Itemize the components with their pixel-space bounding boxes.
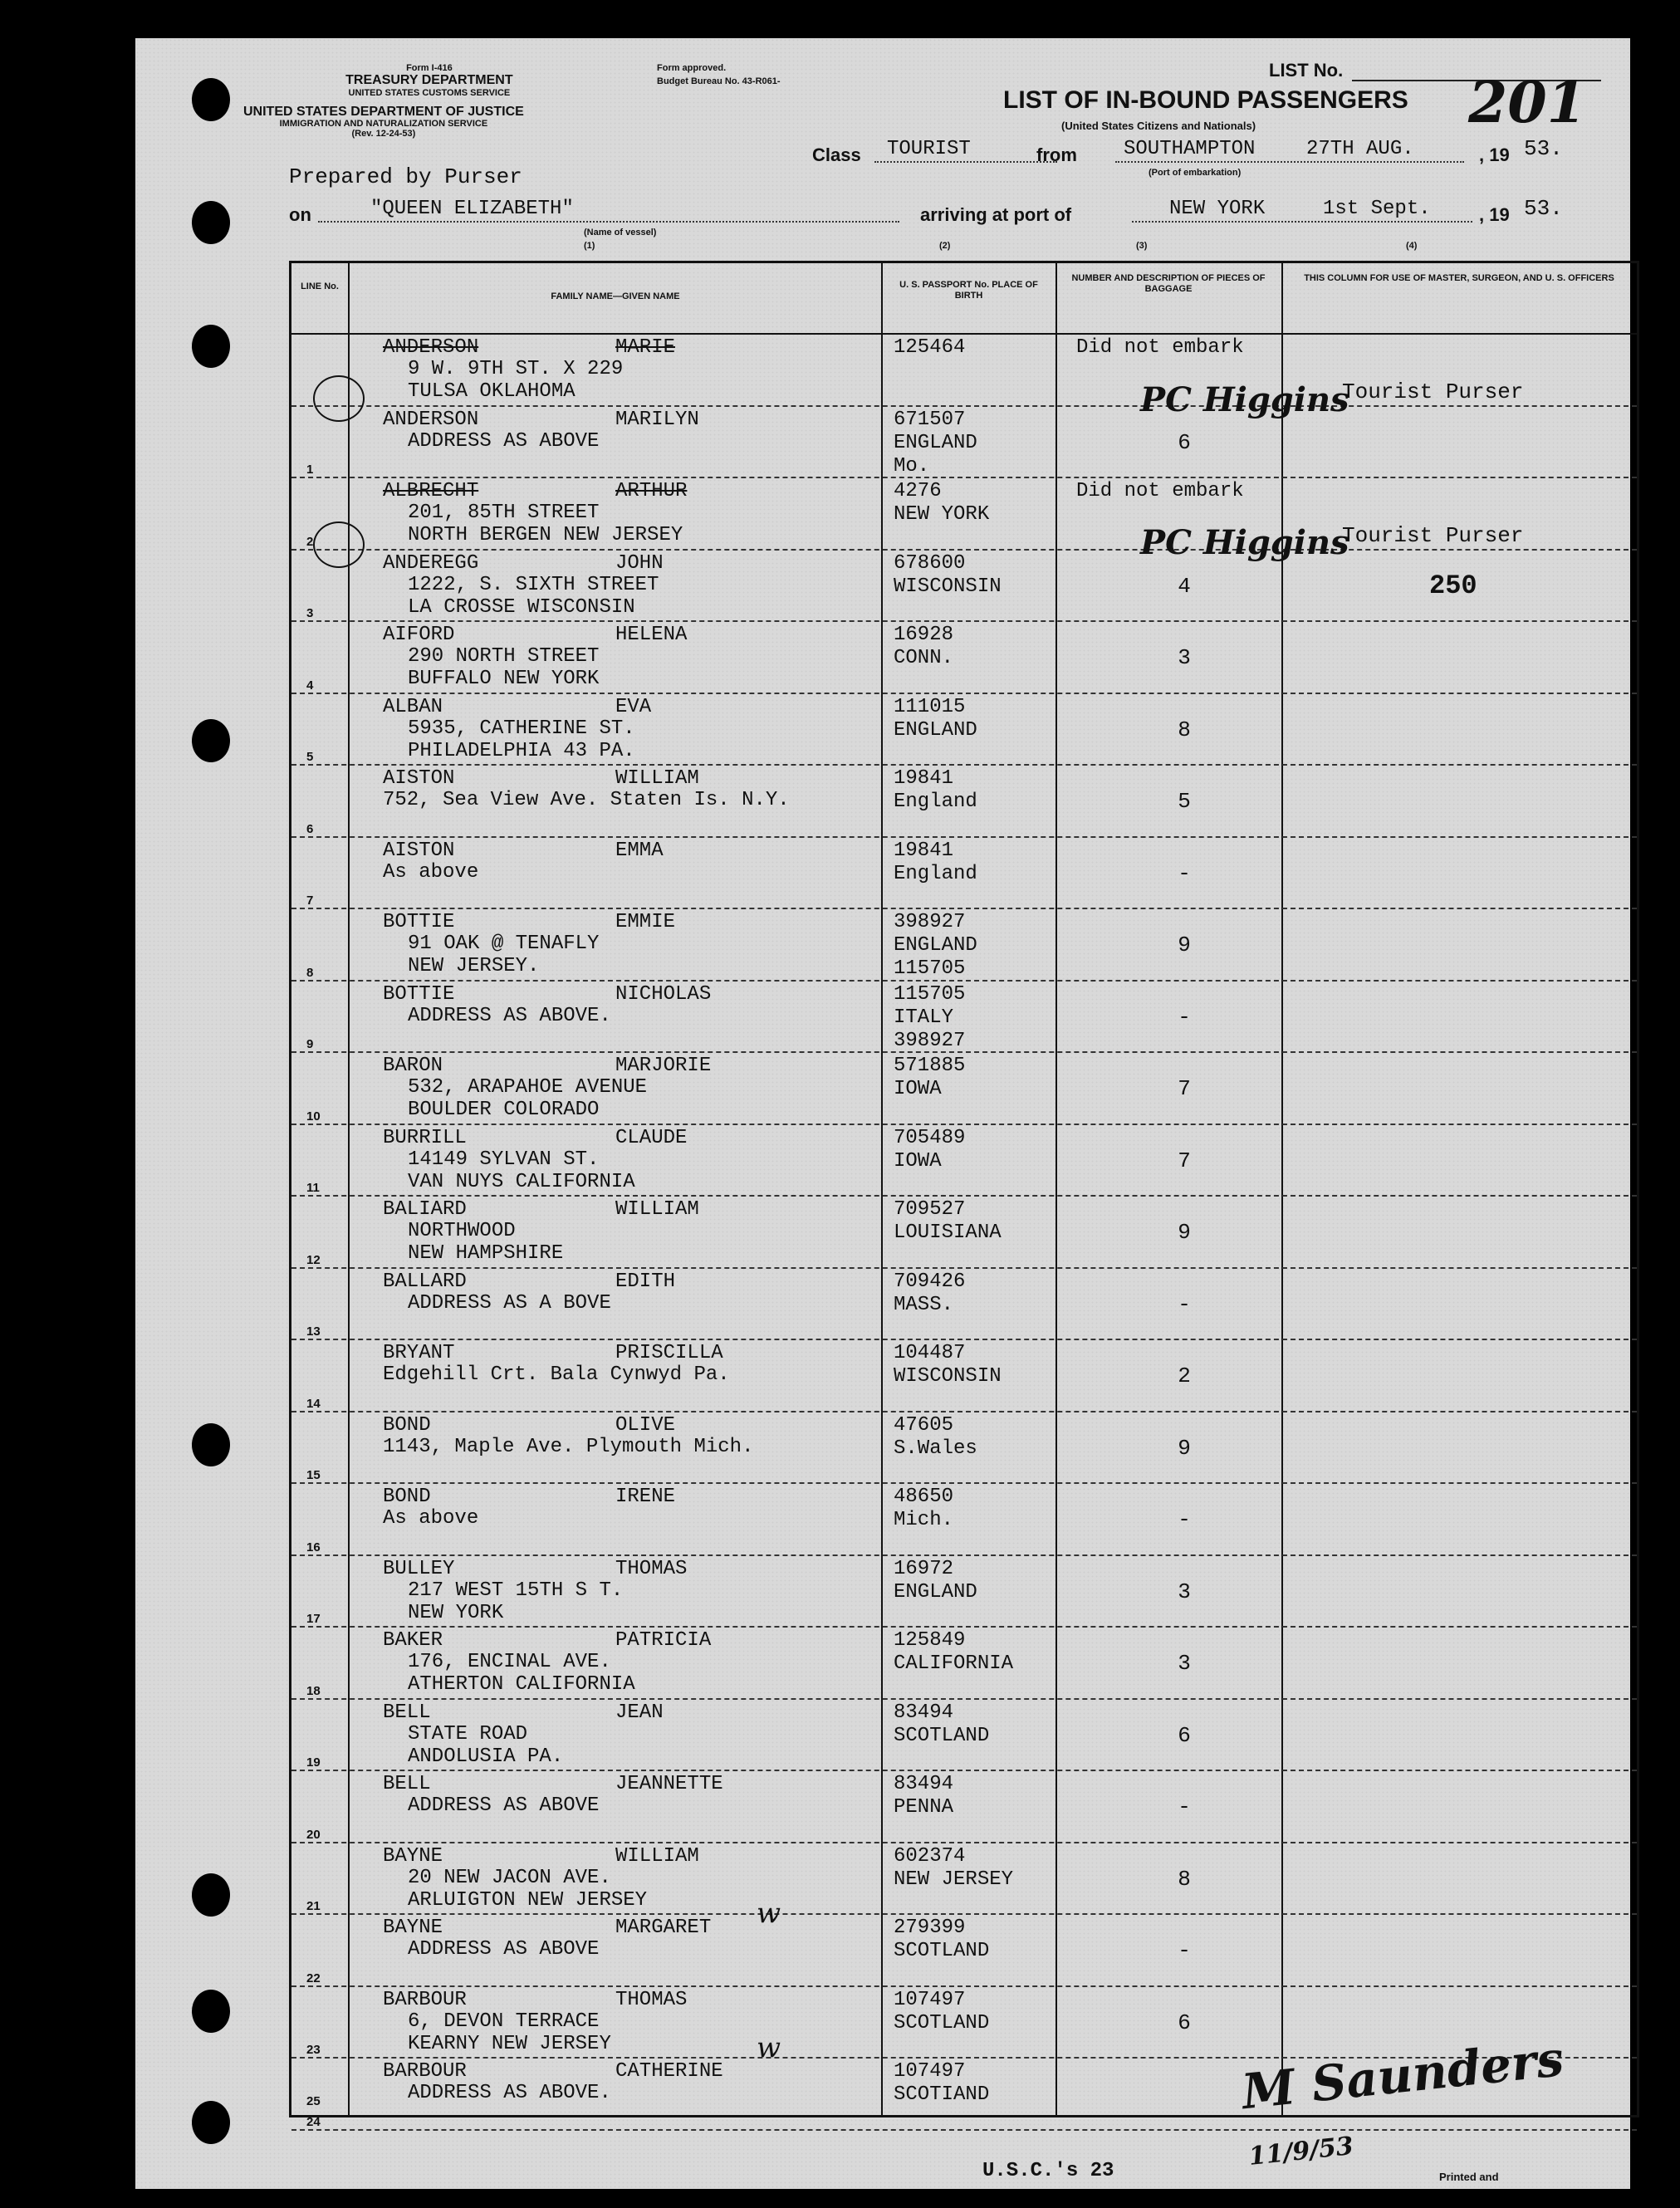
address: 1222, S. SIXTH STREET LA CROSSE WISCONSIN <box>408 573 659 619</box>
given-name: WILLIAM <box>615 1844 699 1868</box>
given-name: JOHN <box>615 551 664 575</box>
line-number: 14 <box>306 1396 321 1411</box>
baggage-count: 6 <box>1178 1722 1191 1748</box>
officer-note: 250 <box>1429 570 1477 601</box>
given-name: WILLIAM <box>615 767 699 790</box>
last-line-number: 25 <box>306 2094 321 2108</box>
baggage-count: 3 <box>1178 1651 1191 1676</box>
baggage-count: 8 <box>1178 717 1191 742</box>
printed-note: Printed and <box>1439 2171 1499 2183</box>
vessel-caption: (Name of vessel) <box>584 228 657 237</box>
address: 752, Sea View Ave. Staten Is. N.Y. <box>383 789 790 811</box>
line-number: 10 <box>306 1109 321 1124</box>
line-number: 17 <box>306 1612 321 1626</box>
passport-birthplace: 125849 CALIFORNIA <box>894 1629 1014 1675</box>
address: ADDRESS AS ABOVE <box>408 1938 600 1961</box>
officer-note: Tourist Purser <box>1342 379 1524 404</box>
table-row <box>291 551 1637 623</box>
passport-birthplace: 16928 CONN. <box>894 624 954 669</box>
table-row <box>291 1915 1637 1987</box>
baggage-count: 8 <box>1178 1866 1191 1892</box>
passport-birthplace: 115705 ITALY 398927 <box>894 982 966 1052</box>
punch-hole <box>192 719 230 762</box>
family-name: BARBOUR <box>383 2060 467 2083</box>
passport-birthplace: 48650 Mich. <box>894 1486 954 1531</box>
manifest-page <box>135 38 1630 2189</box>
address: 5935, CATHERINE ST. PHILADELPHIA 43 PA. <box>408 717 635 762</box>
table-row <box>291 622 1637 694</box>
line-number: 24 <box>306 2114 321 2129</box>
given-name: MARJORIE <box>615 1055 712 1077</box>
embark-port: SOUTHAMPTON <box>1124 138 1256 160</box>
address: 532, ARAPAHOE AVENUE BOULDER COLORADO <box>408 1076 648 1121</box>
passport-birthplace: 107497 SCOTIAND <box>894 2060 990 2106</box>
baggage-count: 9 <box>1178 1220 1191 1245</box>
passport-birthplace: 398927 ENGLAND 115705 <box>894 911 977 980</box>
family-name: ANDEREGG <box>383 551 479 575</box>
line-number: 8 <box>306 965 314 980</box>
line-number: 19 <box>306 1755 321 1770</box>
baggage-count: 4 <box>1178 573 1191 599</box>
line-number: 1 <box>306 463 314 477</box>
table-row <box>291 694 1637 766</box>
page-title: LIST OF IN-BOUND PASSENGERS <box>1003 86 1408 114</box>
col-header-name: FAMILY NAME—GIVEN NAME <box>551 291 680 301</box>
family-name: BALLARD <box>383 1270 467 1293</box>
form-agency-block <box>243 63 524 140</box>
table-row <box>291 1771 1637 1843</box>
line-number: 20 <box>306 1827 321 1842</box>
table-row <box>291 1197 1637 1269</box>
arriving-label: arriving at port of <box>920 204 1072 225</box>
punch-hole <box>192 1423 230 1466</box>
usc-count: U.S.C.'s 23 <box>982 2160 1114 2182</box>
family-name: ALBRECHT <box>383 480 479 502</box>
embark-year-prefix: , 19 <box>1479 144 1510 165</box>
embark-year: 53. <box>1524 136 1563 161</box>
family-name: BOTTIE <box>383 911 455 933</box>
family-name: AIFORD <box>383 624 455 646</box>
family-name: BARBOUR <box>383 1988 467 2011</box>
punch-hole <box>192 325 230 368</box>
signature-text: M Saunders <box>1239 2030 1567 2121</box>
passport-birthplace: 709426 MASS. <box>894 1270 966 1316</box>
family-name: BOND <box>383 1413 431 1437</box>
passport-birthplace: 83494 PENNA <box>894 1773 954 1819</box>
passport-birthplace: 107497 SCOTLAND <box>894 1988 990 2034</box>
line-number: 15 <box>306 1468 321 1482</box>
budget-bureau: Budget Bureau No. 43-R061- <box>657 76 781 86</box>
treasury-label: TREASURY DEPARTMENT <box>345 73 513 88</box>
family-name: AISTON <box>383 839 455 862</box>
family-name: BAKER <box>383 1629 443 1652</box>
given-name: MARILYN <box>615 408 699 431</box>
officer-remark: Did not embark <box>1076 336 1244 359</box>
family-name: BELL <box>383 1773 431 1795</box>
family-name: BELL <box>383 1701 431 1724</box>
embark-date: 27TH AUG. <box>1306 138 1414 160</box>
baggage-count: 2 <box>1178 1363 1191 1388</box>
line-number: 22 <box>306 1971 321 1985</box>
caption-3: (3) <box>1136 241 1148 251</box>
family-name: BURRILL <box>383 1126 467 1149</box>
prepared-by: Prepared by Purser <box>289 164 522 189</box>
given-name: MARIE <box>615 336 676 359</box>
table-row <box>291 1412 1637 1485</box>
form-number: Form I-416 <box>406 63 453 73</box>
handwritten-w: w <box>757 2031 781 2064</box>
baggage-count: 5 <box>1178 789 1191 814</box>
given-name: JEANNETTE <box>615 1773 723 1795</box>
col-header-officers: THIS COLUMN FOR USE OF MASTER, SURGEON, AND U. S. OFFICERS <box>1304 273 1614 283</box>
baggage-count: 3 <box>1178 1579 1191 1604</box>
baggage-count: 7 <box>1178 1076 1191 1101</box>
arrival-year: 53. <box>1524 196 1563 221</box>
address: 1143, Maple Ave. Plymouth Mich. <box>383 1435 754 1458</box>
passport-birthplace: 678600 WISCONSIN <box>894 551 1002 598</box>
arrival-date: 1st Sept. <box>1323 198 1431 220</box>
address: 290 NORTH STREET BUFFALO NEW YORK <box>408 645 600 690</box>
col-header-passport: U. S. PASSPORT No. PLACE OF BIRTH <box>899 280 1038 301</box>
revision-label: (Rev. 12-24-53) <box>351 129 416 140</box>
baggage-count: 3 <box>1178 645 1191 670</box>
given-name: PATRICIA <box>615 1629 712 1652</box>
table-row <box>291 478 1637 551</box>
line-number: 2 <box>306 534 314 549</box>
given-name: HELENA <box>615 624 688 646</box>
family-name: BALIARD <box>383 1198 467 1221</box>
address: As above <box>383 1507 479 1530</box>
line-number: 18 <box>306 1683 321 1698</box>
given-name: WILLIAM <box>615 1198 699 1221</box>
passport-birthplace: 602374 NEW JERSEY <box>894 1844 1014 1891</box>
page-subtitle: (United States Citizens and Nationals) <box>1061 120 1256 132</box>
line-number: 23 <box>306 2043 321 2057</box>
table-row <box>291 982 1637 1054</box>
table-row <box>291 1556 1637 1628</box>
address: 176, ENCINAL AVE. ATHERTON CALIFORNIA <box>408 1651 635 1696</box>
passport-birthplace: 279399 SCOTLAND <box>894 1917 990 1962</box>
baggage-count: 6 <box>1178 2010 1191 2035</box>
family-name: BOND <box>383 1486 431 1508</box>
baggage-count: 6 <box>1178 429 1191 455</box>
arrival-year-prefix: , 19 <box>1479 204 1510 225</box>
table-row <box>291 1628 1637 1700</box>
family-name: ALBAN <box>383 695 443 718</box>
passport-birthplace: 125464 <box>894 336 966 359</box>
given-name: ARTHUR <box>615 480 688 502</box>
given-name: IRENE <box>615 1486 676 1508</box>
purser-initials: PC Higgins <box>1140 380 1349 419</box>
family-name: BRYANT <box>383 1342 455 1364</box>
address: 217 WEST 15TH S T. NEW YORK <box>408 1579 624 1624</box>
given-name: JEAN <box>615 1701 664 1724</box>
list-no-label: LIST No. <box>1269 60 1344 81</box>
family-name: BAYNE <box>383 1844 443 1868</box>
punch-hole <box>192 1873 230 1917</box>
baggage-count: 9 <box>1178 933 1191 957</box>
class-underline <box>874 161 1057 163</box>
passport-birthplace: 16972 ENGLAND <box>894 1557 977 1603</box>
arrival-port: NEW YORK <box>1169 198 1266 220</box>
given-name: NICHOLAS <box>615 982 712 1006</box>
line-number: 6 <box>306 821 314 836</box>
line-number: 16 <box>306 1540 321 1554</box>
table-row <box>291 1053 1637 1125</box>
line-number: 3 <box>306 606 314 620</box>
address: ADDRESS AS ABOVE <box>408 429 600 453</box>
table-row <box>291 1700 1637 1772</box>
passenger-table <box>289 261 1639 2129</box>
table-row <box>291 335 1637 407</box>
line-number: 5 <box>306 750 314 764</box>
address: NORTHWOOD NEW HAMPSHIRE <box>408 1220 564 1265</box>
arrival-underline <box>1132 221 1472 223</box>
given-name: OLIVE <box>615 1413 676 1437</box>
table-row <box>291 766 1637 838</box>
address: 201, 85TH STREET NORTH BERGEN NEW JERSEY <box>408 502 683 546</box>
given-name: CLAUDE <box>615 1126 688 1149</box>
line-number: 13 <box>306 1324 321 1339</box>
punch-hole <box>192 201 230 244</box>
address: ADDRESS AS ABOVE. <box>408 2082 611 2104</box>
address: ADDRESS AS ABOVE. <box>408 1004 611 1027</box>
baggage-count: - <box>1178 1794 1191 1819</box>
baggage-count: 7 <box>1178 1148 1191 1173</box>
table-row <box>291 1125 1637 1197</box>
given-name: EMMIE <box>615 911 676 933</box>
passport-birthplace: 4276 NEW YORK <box>894 480 990 526</box>
passport-birthplace: 111015 ENGLAND <box>894 695 977 742</box>
family-name: BOTTIE <box>383 982 455 1006</box>
address: 14149 SYLVAN ST. VAN NUYS CALIFORNIA <box>408 1148 635 1193</box>
address: 91 OAK @ TENAFLY NEW JERSEY. <box>408 933 600 977</box>
line-number: 4 <box>306 678 314 693</box>
passport-birthplace: 705489 IOWA <box>894 1126 966 1173</box>
given-name: EDITH <box>615 1270 676 1293</box>
given-name: THOMAS <box>615 1988 688 2011</box>
table-row <box>291 838 1637 910</box>
address: 6, DEVON TERRACE KEARNY NEW JERSEY <box>408 2010 611 2055</box>
embark-underline <box>1115 161 1464 163</box>
signature-note: 11/9/53 <box>1247 2131 1355 2171</box>
circle-mark <box>313 375 365 422</box>
officer-remark: Did not embark <box>1076 480 1244 502</box>
line-number: 21 <box>306 1899 321 1913</box>
passport-birthplace: 83494 SCOTLAND <box>894 1701 990 1747</box>
baggage-count: - <box>1178 1004 1191 1030</box>
punch-hole <box>192 2101 230 2144</box>
class-label: Class <box>812 144 861 165</box>
caption-2: (2) <box>939 241 951 251</box>
passport-birthplace: 671507 ENGLAND Mo. <box>894 408 977 477</box>
table-row <box>291 909 1637 982</box>
passport-birthplace: 104487 WISCONSIN <box>894 1342 1002 1388</box>
passport-birthplace: 571885 IOWA <box>894 1055 966 1100</box>
family-name: ANDERSON <box>383 336 479 359</box>
family-name: ANDERSON <box>383 408 479 431</box>
table-row <box>291 407 1637 479</box>
passport-birthplace: 47605 S.Wales <box>894 1413 977 1460</box>
circle-mark <box>313 521 365 568</box>
address: STATE ROAD ANDOLUSIA PA. <box>408 1722 564 1768</box>
on-label: on <box>289 204 311 225</box>
col-header-baggage: NUMBER AND DESCRIPTION OF PIECES OF BAGGAGE <box>1071 273 1266 294</box>
form-approved: Form approved. <box>657 63 727 73</box>
given-name: MARGARET <box>615 1917 712 1939</box>
address: Edgehill Crt. Bala Cynwyd Pa. <box>383 1363 730 1386</box>
given-name: EMMA <box>615 839 664 862</box>
from-label: from <box>1036 144 1077 165</box>
vessel-underline <box>318 221 899 223</box>
baggage-count: - <box>1178 860 1191 886</box>
line-number: 9 <box>306 1037 314 1051</box>
ins-label: IMMIGRATION AND NATURALIZATION SERVICE <box>279 119 488 130</box>
given-name: CATHERINE <box>615 2060 723 2083</box>
caption-1: (1) <box>584 241 595 251</box>
passport-birthplace: 19841 England <box>894 839 977 885</box>
line-number: 7 <box>306 893 314 908</box>
line-number: 11 <box>306 1181 320 1195</box>
given-name: THOMAS <box>615 1557 688 1580</box>
line-number: 12 <box>306 1252 321 1267</box>
address: 9 W. 9TH ST. X 229 TULSA OKLAHOMA <box>408 358 624 403</box>
address: ADDRESS AS ABOVE <box>408 1794 600 1817</box>
baggage-count: - <box>1178 1938 1191 1963</box>
address: As above <box>383 860 479 884</box>
col-header-line: LINE No. <box>301 282 339 291</box>
purser-initials: PC Higgins <box>1140 523 1349 562</box>
family-name: AISTON <box>383 767 455 790</box>
punch-hole <box>192 1990 230 2033</box>
vessel-name: "QUEEN ELIZABETH" <box>370 198 574 220</box>
table-row <box>291 1269 1637 1341</box>
family-name: BULLEY <box>383 1557 455 1580</box>
port-embark-caption: (Port of embarkation) <box>1149 168 1242 178</box>
baggage-count: - <box>1178 1507 1191 1532</box>
table-row <box>291 1484 1637 1556</box>
officer-note: Tourist Purser <box>1342 523 1524 548</box>
family-name: BAYNE <box>383 1917 443 1939</box>
address: ADDRESS AS A BOVE <box>408 1291 611 1315</box>
baggage-count: - <box>1178 1291 1191 1317</box>
passport-birthplace: 19841 England <box>894 767 977 813</box>
address: 20 NEW JACON AVE. ARLUIGTON NEW JERSEY <box>408 1866 648 1912</box>
table-row <box>291 1340 1637 1412</box>
table-row <box>291 1843 1637 1916</box>
given-name: PRISCILLA <box>615 1342 723 1364</box>
justice-label: UNITED STATES DEPARTMENT OF JUSTICE <box>243 104 524 119</box>
caption-4: (4) <box>1406 241 1418 251</box>
family-name: BARON <box>383 1055 443 1077</box>
passport-birthplace: 709527 LOUISIANA <box>894 1198 1002 1244</box>
customs-label: UNITED STATES CUSTOMS SERVICE <box>348 87 511 98</box>
handwritten-w: w <box>757 1897 781 1930</box>
given-name: EVA <box>615 695 652 718</box>
class-value: TOURIST <box>887 138 971 160</box>
punch-hole <box>192 78 230 121</box>
list-no-handwritten: 201 <box>1468 70 1586 136</box>
baggage-count: 9 <box>1178 1435 1191 1461</box>
